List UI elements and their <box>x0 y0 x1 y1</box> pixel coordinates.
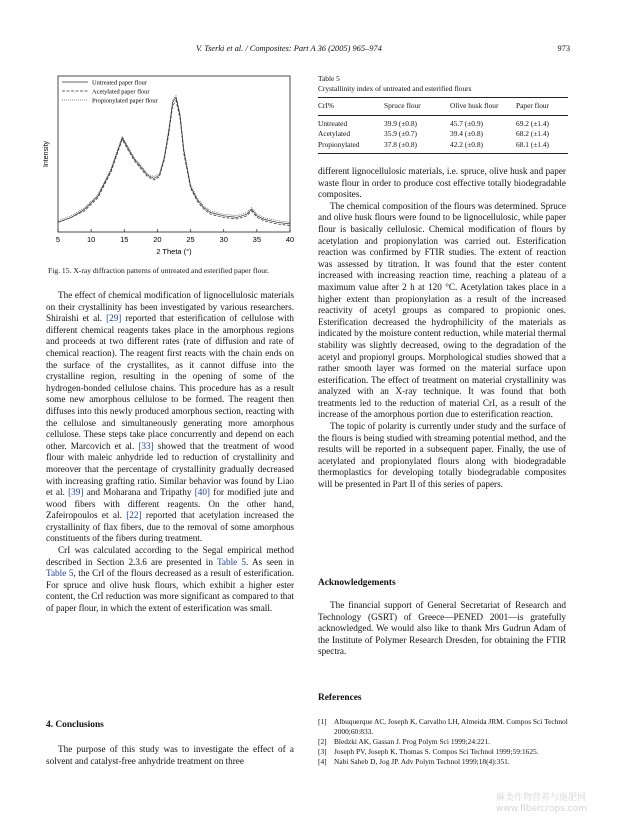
figure-caption: Fig. 15. X-ray diffraction patterns of untreated and esterified paper flour. <box>48 266 270 275</box>
paragraph-text: and Moharana and Tripathy <box>83 487 195 498</box>
legend-label: Acetylated paper flour <box>92 88 150 96</box>
watermark <box>496 793 587 815</box>
reference-text: Joseph PV, Joseph K, Thomas S. Compos Sci Technol 1999;59:1625. <box>334 747 539 756</box>
reference-list <box>318 717 578 767</box>
paragraph-text: reported that esterification of cellulose with different chemical reagents takes place in the amorphous regions and proceeds at two different rates (rate of diffusion and rate of chemical reaction). The reagent first reacts with the chain ends on the surface of the crystallites, as it cannot diffuse into the crystalline region, resulting in the opening of some of the hydrogen-bonded cellulose chains. This procedure has as a result some new amorphous cellulose to be formed. The reagent then diffuses into this newly produced amorphous section, reacting with the cellulose and simultaneously generating more amorphous cellulose. These steps take place concurrently and depend on each other. Marcovich et al. <box>46 313 295 451</box>
table-cell: Propionylated <box>318 140 384 154</box>
paragraph: The topic of polarity is currently under study and the surface of the flours is being studied with streaming potential method, and the results will be reported in a subsequent paper. Finally, the use of acetylated and propionylated flours along with biodegradable thermoplastics for developing totally biodegradable composites will be presented in Part II of this series of papers. <box>318 421 566 490</box>
table-cell: 68.2 (±1.4) <box>516 129 549 138</box>
x-tick-label: 5 <box>55 235 61 244</box>
y-axis-label: Intensity <box>43 140 50 168</box>
paragraph-text: The effect of chemical modification of lignocellulosic materials on their crystallinity has been investigated by various researchers. Shiraishi et al. <box>46 290 294 324</box>
table-cell: 68.1 (±1.4) <box>516 140 568 154</box>
reference-number: [1] <box>318 717 327 726</box>
conclusions-column <box>46 744 294 767</box>
x-tick-label: 25 <box>186 235 195 244</box>
x-tick-label: 15 <box>120 235 129 244</box>
reference-number: [4] <box>318 757 327 766</box>
reference-item <box>318 717 578 737</box>
left-column <box>46 290 294 615</box>
paragraph: different lignocellulosic materials, i.e. spruce, olive husk and paper waste flour in order to produce cost effective totally biodegradable composites. <box>318 166 566 200</box>
reference-item <box>318 747 578 757</box>
conclusions-heading: 4. Conclusions <box>46 720 104 730</box>
table-cell: 39.9 (±0.8) <box>384 118 417 128</box>
reference-number: [2] <box>318 737 327 746</box>
series-line <box>58 101 290 226</box>
table-title: Crystallinity index of untreated and esterified flours <box>318 84 472 93</box>
page-number: 973 <box>557 44 570 53</box>
journal-citation: V. Tserki et al. / Composites: Part A 36 (2005) 965–974 <box>196 44 382 53</box>
xrd-figure <box>40 72 300 280</box>
x-tick-label: 10 <box>86 235 96 244</box>
reference-text: Albuquerque AC, Joseph K, Carvalho LH, Almeida JRM. Compos Sci Technol 2000;60:833. <box>334 717 568 736</box>
series-line <box>58 97 290 223</box>
x-tick-label: 35 <box>252 235 262 244</box>
paragraph-text: CrI was calculated according to the Segal empirical method described in Section 2.3.6 are presented in <box>46 545 294 567</box>
legend-label: Propionylated paper flour <box>92 97 158 105</box>
table-label: Table 5 <box>318 74 340 83</box>
table-header: Paper flour <box>516 98 568 116</box>
acknowledgements-heading: Acknowledgements <box>318 578 396 588</box>
reference-item <box>318 757 578 767</box>
x-tick-label: 40 <box>285 235 295 244</box>
x-axis-label: 2 Theta (°) <box>156 247 192 256</box>
x-tick-label: 20 <box>153 235 162 244</box>
paragraph-text: reported that acetylation increased the crystallinity of flax fibers, due to the removal of some amorphous constituents of the fibers during treatment. <box>46 510 294 544</box>
x-tick-label: 30 <box>219 235 228 244</box>
citation-link[interactable]: [22] <box>126 510 142 521</box>
table-row <box>318 115 568 129</box>
conclusions-paragraph: The purpose of this study was to investigate the effect of a solvent and catalyst-free anhydride treatment on three <box>46 744 294 766</box>
reference-item <box>318 737 578 747</box>
table-cell: 37.8 (±0.8) <box>384 140 450 154</box>
reference-number: [3] <box>318 747 327 756</box>
reference-text: Nabi Saheb D, Jog JP. Adv Polym Technol 1999;18(4):351. <box>334 757 510 766</box>
paragraph-text: . As seen in <box>245 556 294 567</box>
table-cell: 45.7 (±0.9) <box>450 118 483 128</box>
paragraph: The chemical composition of the flours was determined. Spruce and olive husk flours were found to be lignocellulosic, while paper flour is basically cellulosic. Chemical modification of flours by acetylation and propionylation was carried out. Esterification reaction was confirmed by FTIR studies. The extent of reaction was assessed by titration. It was found that the ester content increased with increasing reaction time, reaching a plateau of a maximum value after 2 h at 120 °C. Acetylation takes place in a higher extent than propionylation as a result of the increased reactivity of acetyl groups as compared to propionic ones. Esterification decreased the hydrophilicity of the materials as indicated by the moisture content reduction, while material thermal stability was slightly decreased, owing to the degradation of the acetyl and propionyl groups. Morphological studies showed that a rather smooth layer was formed on the material surface upon esterification. The effect of treatment on material crystallinity was analyzed with an X-ray technique. It was found that both treatments led to the reduction of material CrI, as a result of the increase of the amorphous portion due to esterification reaction. <box>318 200 566 420</box>
legend-label: Untreated paper flour <box>92 79 148 87</box>
reference-text: Bledzki AK, Gassan J. Prog Polym Sci 1999;24:221. <box>334 737 491 746</box>
paragraph-text: , the CrI of the flours decreased as a result of esterification. For spruce and olive husk flours, which exhibit a higher ester content, the CrI reduction was more significant as compared to that of paper flour, in which the extent of esterification was small. <box>46 568 294 614</box>
citation-link[interactable]: [33] <box>138 440 154 451</box>
running-header <box>0 44 620 58</box>
citation-link[interactable]: [39] <box>68 487 84 498</box>
paragraph <box>46 290 294 545</box>
acknowledgements-paragraph: The financial support of General Secretariat of Research and Technology (GSRT) of Greece—PENED 2001—is gratefully acknowledged. We would also like to thank Mrs Gudrun Adam of the Institute of Polymer Research Dresden, for obtaining the FTIR spectra. <box>318 600 566 657</box>
table-header: CrI% <box>318 98 384 116</box>
citation-link[interactable]: [40] <box>194 487 210 498</box>
right-column <box>318 166 566 491</box>
xrd-chart <box>40 72 300 262</box>
paragraph-text: for modified jute and wood fibers with different reagents. On the other hand, Zafeiropoulos et al. <box>46 487 294 521</box>
table-row <box>318 140 568 154</box>
series-line <box>58 96 290 223</box>
table-cell: Untreated <box>318 118 348 128</box>
crystallinity-table <box>318 74 568 154</box>
references-heading: References <box>318 693 362 703</box>
watermark-line: www.fibercrops.com <box>496 804 587 814</box>
table-cell: 69.2 (±1.4) <box>516 118 549 128</box>
table-cell: 39.4 (±0.8) <box>450 129 483 138</box>
table-row <box>318 129 568 140</box>
table-header: Spruce flour <box>384 98 450 116</box>
watermark-line: 麻类作物营养与施肥网 <box>496 793 587 803</box>
citation-link[interactable]: [29] <box>106 313 122 324</box>
paragraph <box>46 545 294 615</box>
table-link[interactable]: Table 5 <box>216 556 246 567</box>
table-cell: Acetylated <box>318 129 351 138</box>
table-header: Olive husk flour <box>450 98 516 116</box>
table-cell: 42.2 (±0.8) <box>450 140 516 154</box>
table-cell: 35.9 (±0.7) <box>384 129 417 138</box>
table-link[interactable]: Table 5 <box>46 568 74 579</box>
paragraph-text: showed that the treatment of wood flour with maleic anhydride led to reduction of crystallinity and moreover that the percentage of crystallinity gradually decreased with increasing grafting ratio. Similar behavior was found by Liao et al. <box>46 440 294 498</box>
